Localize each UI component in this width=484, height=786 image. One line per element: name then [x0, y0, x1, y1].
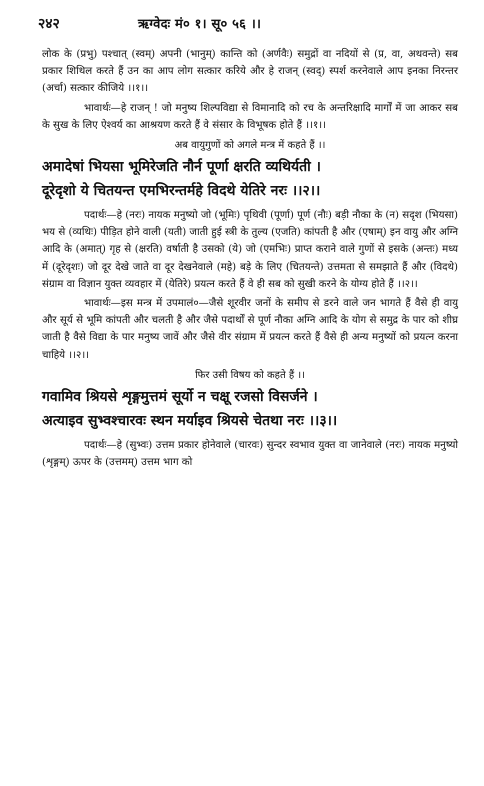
paragraph-text: भावार्थः—इस मन्त्र में उपमालं०—जैसे शूरवीर जनों के समीप से डरने वाले जन भागते हैं वैसे ही वायु और सूर्य से भूमि कांपती और चलती है और जैसे पदार्थों से पूर्ण नौका अग्नि आदि के योग से समुद्र के पार को शीघ्र जाती है वैसे विद्या के पार मनुष्य जावें और जैसे वीर संग्राम में प्रयत्न करते हैं वैसे ही अन्य मनुष्यों को प्रयत्न करना चाहिये ।।२।।	[42, 298, 458, 361]
bhavarth-paragraph	[42, 100, 458, 134]
paragraph-text: पदार्थः—हे (नरः) नायक मनुष्यो जो (भूमिः) पृथिवी (पूर्णा) पूर्ण (नौः) बड़ी नौका के (न) सदृश (भियसा) भय से (व्यथिः) पीड़ित होने वाली (यती) जाती हुई स्त्री के तुल्य (एजति) कांपती है और (एषाम्) इन वायु और अग्नि आदि के (अमात्) गृह से (क्षरति) वर्षाती है उसको (ये) जो (एमभिः) प्राप्त कराने वाले गुणों से इसके (अन्तः) मध्य में (दूरेदृशः) जो दूर देखे जाते वा दूर देखनेवाले (महे) बड़े के लिए (चितयन्ते) उत्तमता से समझाते हैं और (विदथे) संग्राम वा विज्ञान युक्त व्यवहार में (येतिरे) प्रयत्न करते हैं वे ही सब को सुखी करने के योग्य होते हैं ।।२।।	[42, 210, 458, 290]
paragraph-text: भावार्थः—हे राजन् ! जो मनुष्य शिल्पविद्या से विमानादि को रच के अन्तरिक्षादि मार्गों में जा आकर सब के सुख के लिए ऐश्वर्य का आश्रयण करते हैं वे संसार के विभूषक होते हैं ।।१।।	[42, 102, 458, 131]
intro-line: अब वायुगुणों को अगले मन्त्र में कहते हैं ।।	[174, 140, 326, 152]
bhavarth-paragraph	[42, 295, 458, 364]
paragraph-text: लोक के (प्रभु) पश्चात् (स्वम्) अपनी (भानुम्) कान्ति को (अर्णवैः) समुद्रों वा नदियों से (प्र, वा, अथवन्ते) सब प्रकार शिथिल करते हैं उन का आप लोग सत्कार करिये और हे राजन् (स्वद्) स्पर्श करनेवाले आप इनका निरन्तर (अर्चा) सत्कार कीजिये ।।१।।	[42, 49, 458, 95]
mantra-verse	[42, 385, 458, 433]
running-head: ऋग्वेदः मं० १। सू० ५६ ।।	[138, 17, 262, 32]
paragraph-text: पदार्थः—हे (सुभ्वः) उत्तम प्रकार होनेवाले (चारवः) सुन्दर स्वभाव युक्त वा जानेवाले (नरः) नायक मनुष्यो (शृङ्गम्) ऊपर के (उत्तमम्) उत्तम भाग को	[42, 439, 458, 469]
page-number: २४२	[38, 16, 60, 32]
intro-line: फिर उसी विषय को कहते हैं ।।	[195, 369, 305, 381]
commentary-paragraph	[42, 46, 458, 98]
mantra-line: अत्याइव सुभ्वश्चारवः स्थन मर्याइव श्रियसे चेतथा नरः ।।३।।	[42, 412, 338, 429]
mantra-line: गवामिव श्रियसे शृङ्गमुत्तमं सूर्यो न चक्षू रजसो विसर्जने ।	[42, 388, 318, 405]
mantra-line: अमादेषां भियसा भूमिरेजति नौर्न पूर्णा क्षरति व्यथिर्यती ।	[42, 159, 321, 176]
mantra-line: दूरेदृशो ये चितयन्त एमभिरन्तर्महे विदथे येतिरे नरः ।।२।।	[42, 183, 321, 200]
padarth-paragraph	[42, 207, 458, 293]
mantra-verse	[42, 155, 458, 203]
padarth-paragraph	[42, 437, 458, 471]
page-header	[38, 14, 458, 36]
